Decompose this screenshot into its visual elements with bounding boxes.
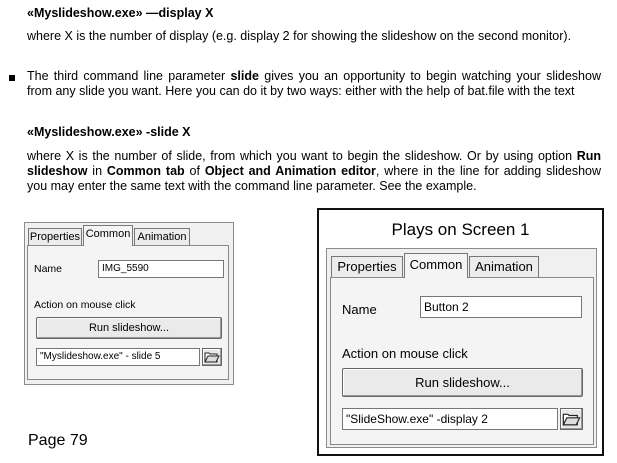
text-run: , where in the line for adding slideshow you may enter the same text with the command line parameter. See the example. xyxy=(27,164,602,193)
tab-content xyxy=(330,277,594,445)
bold-term: Object and Animation editor xyxy=(204,164,376,178)
heading-display: «Myslideshow.exe» —display X xyxy=(27,6,214,20)
action-label: Action on mouse click xyxy=(342,346,468,361)
screen-title: Plays on Screen 1 xyxy=(391,220,530,239)
bold-term: slide xyxy=(230,69,259,83)
small-editor-panel xyxy=(24,222,234,385)
text-run: of xyxy=(184,164,205,178)
browse-button[interactable] xyxy=(202,348,222,366)
command-input[interactable]: "Myslideshow.exe" - slide 5 xyxy=(36,348,200,366)
large-editor-panel xyxy=(326,248,597,448)
heading-slide: «Myslideshow.exe» -slide X xyxy=(27,125,191,139)
folder-open-icon xyxy=(203,349,221,365)
large-editor-frame xyxy=(317,208,604,456)
command-input[interactable]: "SlideShow.exe" -display 2 xyxy=(342,408,558,430)
paragraph-display-description: where X is the number of display (e.g. display 2 for showing the slideshow on the second monitor). xyxy=(27,29,572,43)
tab-properties[interactable]: Properties xyxy=(331,256,403,278)
text-run: The third command line parameter xyxy=(27,69,231,83)
tab-properties[interactable]: Properties xyxy=(28,228,82,246)
paragraph-slide-parameter xyxy=(27,69,601,99)
paragraph-run-slideshow xyxy=(27,149,601,194)
run-slideshow-button[interactable]: Run slideshow... xyxy=(36,317,222,339)
bold-term: Run slideshow xyxy=(27,149,601,178)
page-number: Page 79 xyxy=(28,432,88,449)
run-slideshow-button[interactable]: Run slideshow... xyxy=(342,368,583,397)
text-run: gives you an opportunity to begin watching your slideshow from any slide you want. Here you can do it by two ways: either with the help of bat.file with the text xyxy=(27,69,601,98)
text-run: where X is the number of slide, from which you want to begin the slideshow. Or by using option xyxy=(27,149,577,163)
action-label: Action on mouse click xyxy=(34,299,136,311)
name-input[interactable]: Button 2 xyxy=(420,296,582,318)
text-run: in xyxy=(87,164,107,178)
tab-content xyxy=(27,245,229,380)
bold-term: Common tab xyxy=(106,164,185,178)
folder-open-icon xyxy=(561,409,582,429)
bullet-icon xyxy=(9,75,15,81)
tab-common[interactable]: Common xyxy=(404,253,468,278)
browse-button[interactable] xyxy=(560,408,583,430)
name-label: Name xyxy=(34,263,63,275)
tab-animation[interactable]: Animation xyxy=(469,256,539,278)
tab-common[interactable]: Common xyxy=(83,225,133,246)
name-input[interactable]: IMG_5590 xyxy=(98,260,224,278)
name-label: Name xyxy=(342,302,377,317)
tab-animation[interactable]: Animation xyxy=(134,228,190,246)
